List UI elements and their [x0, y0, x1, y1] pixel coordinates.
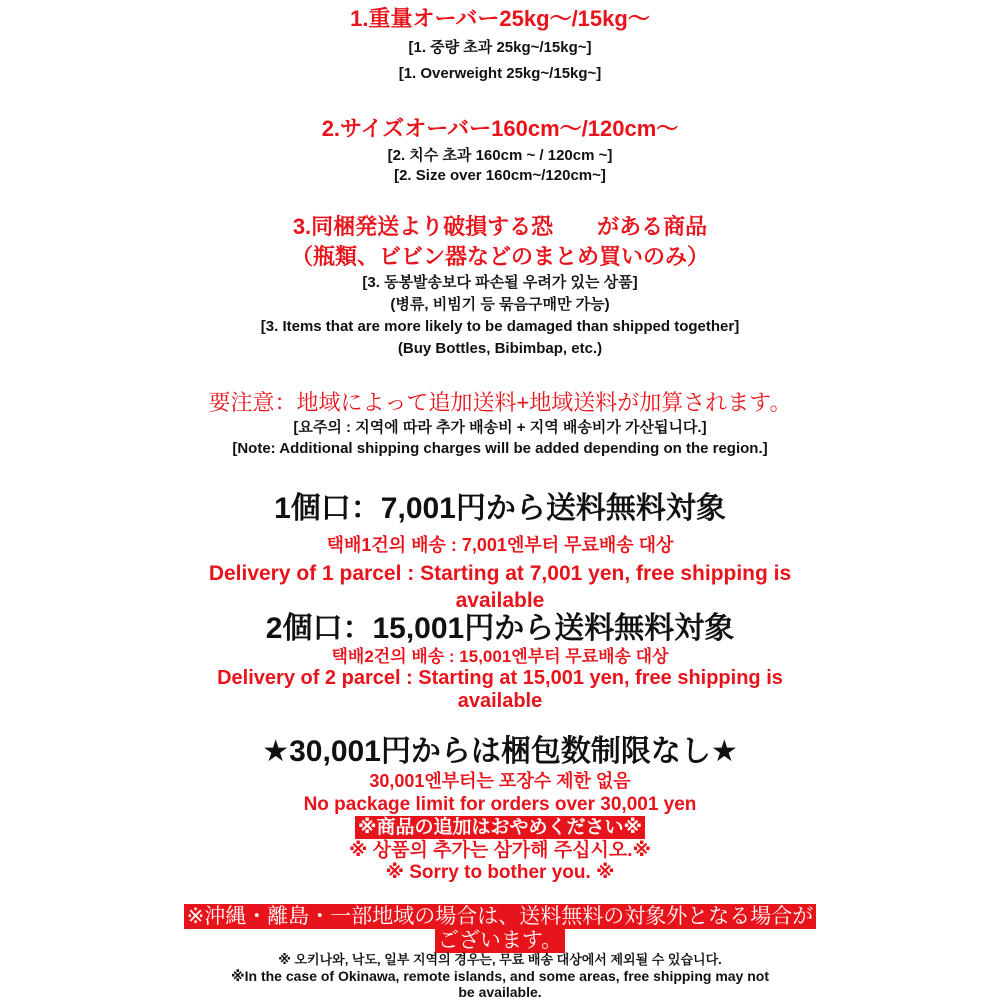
remote-en-subtext: be available.: [458, 984, 542, 1000]
section3-en-text: [3. Items that are more likely to be damaged than shipped together]: [260, 318, 740, 335]
section3-ko-text: [3. 동봉발송보다 파손될 우려가 있는 상품]: [362, 274, 638, 291]
remote-ja-subtext: ございます。: [435, 928, 565, 953]
parcel1-en-text: Delivery of 1 parcel : Starting at 7,001 yen, free shipping is: [208, 562, 792, 585]
section1-ko-text: [1. 중량 초과 25kg~/15kg~]: [408, 39, 592, 56]
remote-ko-text: ※ 오키나와, 낙도, 일부 지역의 경우는, 무료 배송 대상에서 제외될 수 있습니다.: [278, 952, 722, 967]
section3-ja-subheading: （瓶類、ビビン器などのまとめ買いのみ）: [290, 244, 709, 269]
no-add-ja-text: ※商品の追加はおやめください※: [355, 816, 645, 839]
unlimited-ko-text: 30,001엔부터는 포장수 제한 없음: [369, 771, 631, 791]
parcel2-en-text: Delivery of 2 parcel : Starting at 15,001 yen, free shipping is: [217, 667, 783, 689]
parcel2-ja-heading: 2個口：15,001円から送料無料対象: [265, 612, 735, 645]
section3-ko-subtext: (병류, 비빔기 등 묶음구매만 가능): [390, 296, 610, 313]
no-add-ja-banner: [0, 818, 1000, 837]
no-add-en-text: ※ Sorry to bother you. ※: [385, 862, 615, 883]
notice-ko-text: [요주의 : 지역에 따라 추가 배송비 + 지역 배송비가 가산됩니다.]: [293, 419, 707, 436]
section2-ja-heading: 2.サイズオーバー160cm～/120cm～: [321, 116, 679, 141]
unlimited-en-text: No package limit for orders over 30,001 yen: [303, 794, 697, 815]
section1-ja-heading: 1.重量オーバー25kg～/15kg～: [350, 6, 650, 31]
section3-ja-heading: 3.同梱発送より破損する恐 がある商品: [292, 214, 708, 239]
parcel2-ko-text: 택배2건의 배송 : 15,001엔부터 무료배송 대상: [331, 647, 669, 666]
unlimited-ja-heading: ★30,001円からは梱包数制限なし★: [262, 735, 738, 768]
notice-ja-heading: 要注意：地域によって追加送料+地域送料が加算されます。: [208, 390, 792, 415]
parcel2-en-subtext: available: [457, 690, 543, 712]
section3-en-subtext: (Buy Bottles, Bibimbap, etc.): [397, 340, 603, 357]
parcel1-ko-text: 택배1건의 배송 : 7,001엔부터 무료배송 대상: [326, 535, 674, 555]
remote-ja-text: ※沖縄・離島・一部地域の場合は、送料無料の対象外となる場合が: [184, 904, 817, 929]
section2-en-text: [2. Size over 160cm~/120cm~]: [394, 167, 606, 184]
section2-ko-text: [2. 치수 초과 160cm ~ / 120cm ~]: [387, 147, 613, 164]
no-add-ko-text: ※ 상품의 추가는 삼가해 주십시오.※: [349, 840, 651, 861]
remote-ja-banner-2: [0, 930, 1000, 951]
parcel1-ja-heading: 1個口：7,001円から送料無料対象: [274, 492, 726, 525]
notice-en-text: [Note: Additional shipping charges will be added depending on the region.]: [232, 440, 768, 457]
parcel1-en-subtext: available: [455, 589, 545, 612]
section1-en-text: [1. Overweight 25kg~/15kg~]: [398, 65, 602, 82]
remote-en-text: ※In the case of Okinawa, remote islands, and some areas, free shipping may not: [231, 968, 769, 984]
remote-ja-banner: [0, 906, 1000, 927]
